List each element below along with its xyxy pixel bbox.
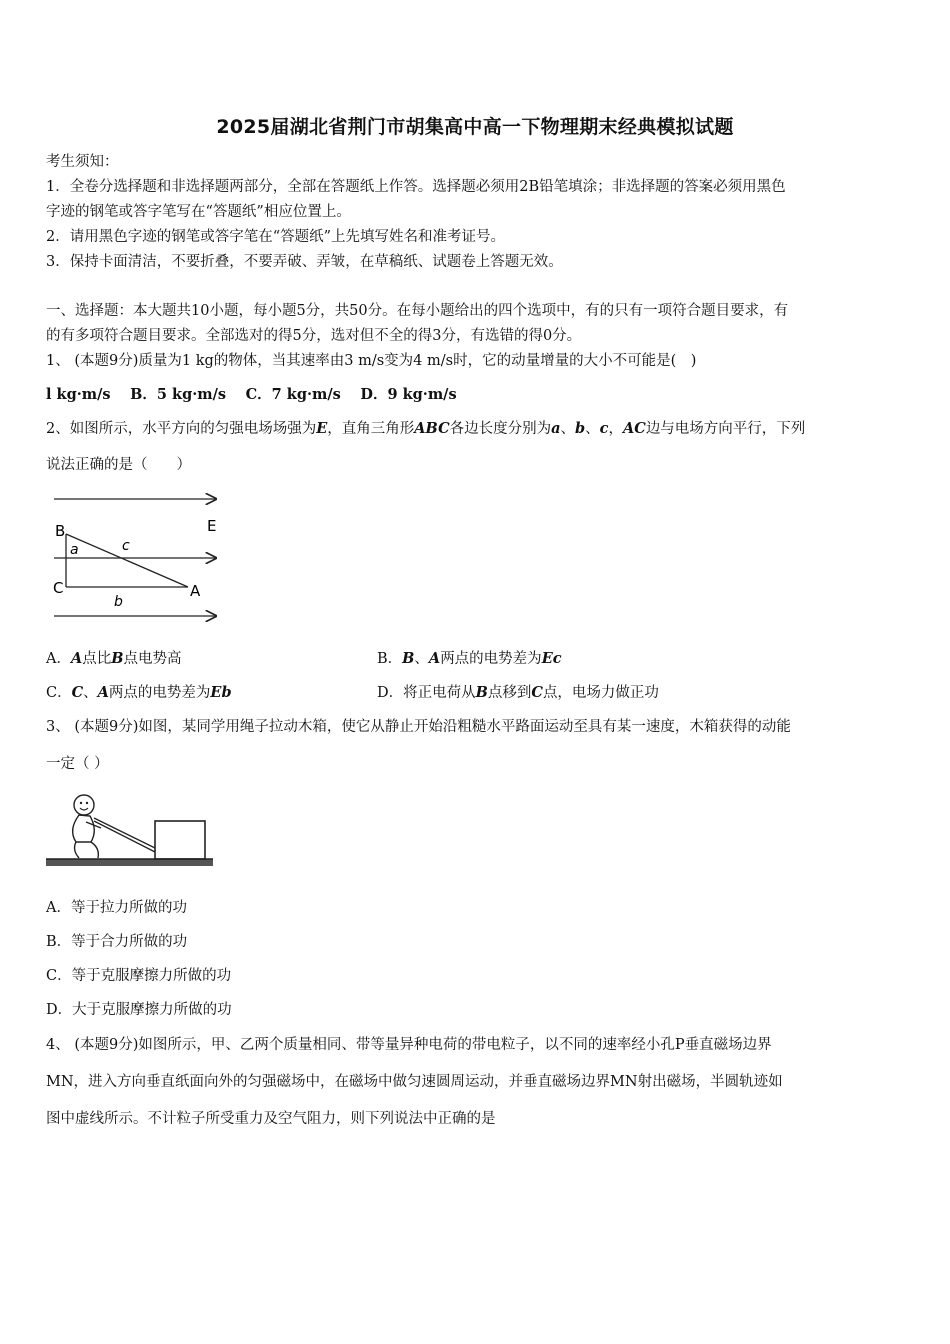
option-text: 两点的电势差为 bbox=[440, 651, 542, 667]
person-mouth bbox=[80, 808, 88, 810]
var: A bbox=[97, 684, 109, 701]
q2-option-b[interactable] bbox=[377, 649, 562, 669]
q4-line-3: 图中虚线所示。不计粒子所受重力及空气阻力，则下列说法中正确的是 bbox=[46, 1111, 496, 1127]
var-AC: AC bbox=[623, 420, 646, 437]
var: Eb bbox=[210, 684, 232, 701]
var: B bbox=[111, 650, 124, 667]
q3-option-a[interactable]: A．等于拉力所做的功 bbox=[46, 900, 187, 916]
section-line-2: 的有多项符合题目要求。全部选对的得5分，选对但不全的得3分，有选错的得0分。 bbox=[46, 328, 582, 344]
q2-stem-part: 各边长度分别为 bbox=[449, 421, 552, 437]
person-head bbox=[74, 795, 94, 815]
q3-option-b[interactable]: B．等于合力所做的功 bbox=[46, 934, 188, 950]
q2-sep: 、 bbox=[585, 421, 600, 437]
var: C bbox=[71, 684, 84, 701]
label-a: a bbox=[70, 542, 79, 558]
q4-line-2: MN，进入方向垂直纸面向外的匀强磁场中，在磁场中做匀速圆周运动，并垂直磁场边界MN射出磁场，半圆轨迹如 bbox=[46, 1074, 783, 1090]
var-a: a bbox=[551, 420, 561, 437]
person-eye bbox=[86, 802, 88, 804]
q4-line-1: 4、 (本题9分)如图所示，甲、乙两个质量相同、带等量异种电荷的带电粒子，以不同的速率经小孔P垂直磁场边界 bbox=[46, 1037, 772, 1053]
rope bbox=[94, 818, 155, 848]
var-E: E bbox=[316, 420, 328, 437]
section-line-1: 一、选择题：本大题共10小题，每小题5分，共50分。在每小题给出的四个选项中，有的只有一项符合题目要求，有 bbox=[46, 303, 789, 319]
q3-stem-2: 一定（ ） bbox=[46, 756, 109, 772]
q3-option-d[interactable]: D．大于克服摩擦力所做的功 bbox=[46, 1002, 232, 1018]
var: A bbox=[428, 650, 441, 667]
q1-options: l kg·m/s B．5 kg·m/s C．7 kg·m/s D．9 kg·m/s bbox=[46, 386, 457, 403]
rope bbox=[94, 821, 155, 852]
label-c: c bbox=[122, 538, 130, 554]
person-body bbox=[73, 815, 95, 842]
q3-stem: 3、 (本题9分)如图，某同学用绳子拉动木箱，使它从静止开始沿粗糙水平路面运动至具有某一速度，木箱获得的动能 bbox=[46, 719, 791, 735]
option-lead: D．将正电荷从 bbox=[377, 685, 476, 701]
q2-stem-2: 说法正确的是（ ） bbox=[46, 457, 191, 473]
label-b: b bbox=[114, 594, 123, 610]
label-B: B bbox=[55, 522, 66, 540]
var-b: b bbox=[575, 420, 586, 437]
q2-stem bbox=[46, 419, 908, 439]
option-text: 、 bbox=[83, 685, 98, 701]
option-text: 点移到 bbox=[487, 685, 532, 701]
q1-stem: 1、 (本题9分)质量为1 kg的物体，当其速率由3 m/s变为4 m/s时，它的动量增量的大小不可能是( ) bbox=[46, 353, 697, 369]
q2-stem-part: 2、如图所示，水平方向的匀强电场场强为 bbox=[46, 421, 317, 437]
q2-option-a[interactable] bbox=[46, 649, 182, 669]
option-text: 点比 bbox=[82, 651, 112, 667]
q3-option-c[interactable]: C．等于克服摩擦力所做的功 bbox=[46, 968, 232, 984]
notice-line-3: 3．保持卡面清洁，不要折叠，不要弄破、弄皱，在草稿纸、试题卷上答题无效。 bbox=[46, 254, 563, 270]
option-lead: C． bbox=[46, 685, 72, 701]
q2-option-d[interactable] bbox=[377, 683, 659, 703]
var: A bbox=[70, 650, 83, 667]
var: Ec bbox=[541, 650, 562, 667]
var: B bbox=[475, 684, 488, 701]
q2-sep: ， bbox=[608, 421, 624, 437]
person-legs bbox=[75, 842, 99, 858]
option-lead: B． bbox=[377, 651, 403, 667]
option-lead: A． bbox=[46, 651, 71, 667]
notice-line-2: 2．请用黑色字迹的钢笔或答字笔在“答题纸”上先填写姓名和准考证号。 bbox=[46, 229, 506, 245]
notice-line-1b: 字迹的钢笔或答字笔写在“答题纸”相应位置上。 bbox=[46, 204, 351, 220]
page-title: 2025届湖北省荆门市胡集高中高一下物理期末经典模拟试题 bbox=[216, 116, 734, 138]
wooden-box bbox=[155, 821, 205, 859]
person-eye bbox=[80, 802, 82, 804]
q2-sep: 、 bbox=[560, 421, 576, 437]
option-text: 点，电场力做正功 bbox=[542, 685, 659, 701]
q2-stem-part: ，直角三角形 bbox=[327, 421, 415, 437]
label-A: A bbox=[190, 582, 201, 600]
label-E: E bbox=[207, 517, 217, 535]
var-ABC: ABC bbox=[414, 420, 450, 437]
var: C bbox=[531, 684, 543, 701]
q2-stem-part: 边与电场方向平行，下列 bbox=[645, 421, 806, 437]
q2-option-c[interactable] bbox=[46, 683, 232, 703]
option-text: 点电势高 bbox=[123, 651, 182, 667]
option-text: 、 bbox=[414, 651, 429, 667]
option-text: 两点的电势差为 bbox=[108, 685, 211, 701]
label-C: C bbox=[53, 579, 64, 597]
notice-heading: 考生须知： bbox=[46, 154, 119, 170]
ground bbox=[46, 859, 213, 866]
q2-figure bbox=[48, 486, 228, 626]
q3-figure bbox=[46, 790, 216, 870]
var: B bbox=[402, 650, 415, 667]
notice-line-1: 1．全卷分选择题和非选择题两部分，全部在答题纸上作答。选择题必须用2B铅笔填涂；非选择题的答案必须用黑色 bbox=[46, 179, 786, 195]
var-c: c bbox=[599, 420, 609, 437]
